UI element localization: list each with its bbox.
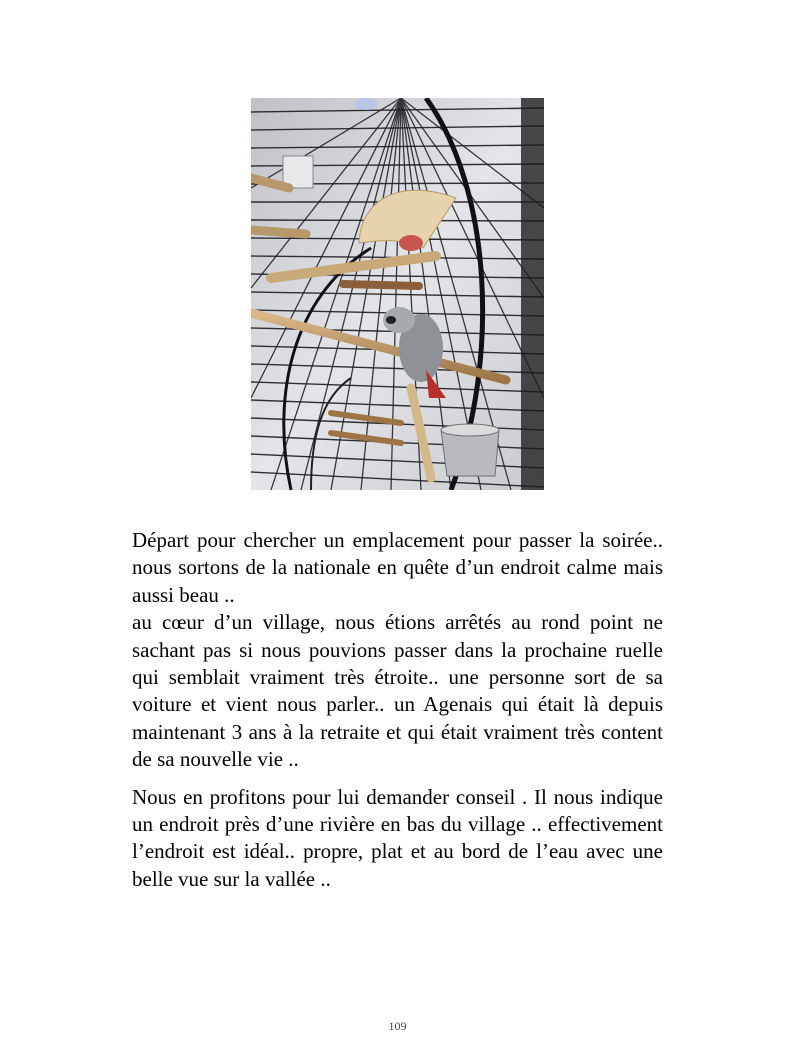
paragraph-3: Nous en profitons pour lui demander conseil . Il nous indique un endroit près d’une rivière en bas du village .. effectivement l’endroit est idéal.. propre, plat et au bord de l’eau avec une belle vue sur la vallée .. [132, 784, 663, 891]
paragraph-1: Départ pour chercher un emplacement pour passer la soirée.. nous sortons de la nationale en quête d’un endroit calme mais aussi beau .. [132, 528, 663, 607]
body-text [132, 527, 663, 893]
paragraph-2: au cœur d’un village, nous étions arrêtés au rond point ne sachant pas si nous pouvions passer dans la prochaine ruelle qui semblait vraiment très étroite.. une personne sort de sa voiture et vient nous parler.. un Agenais qui était là depuis maintenant 3 ans à la retraite et qui était vraiment très content de sa nouvelle vie .. [132, 610, 663, 772]
parrot-cage-photo [251, 98, 544, 490]
page-number: 109 [388, 1019, 407, 1033]
